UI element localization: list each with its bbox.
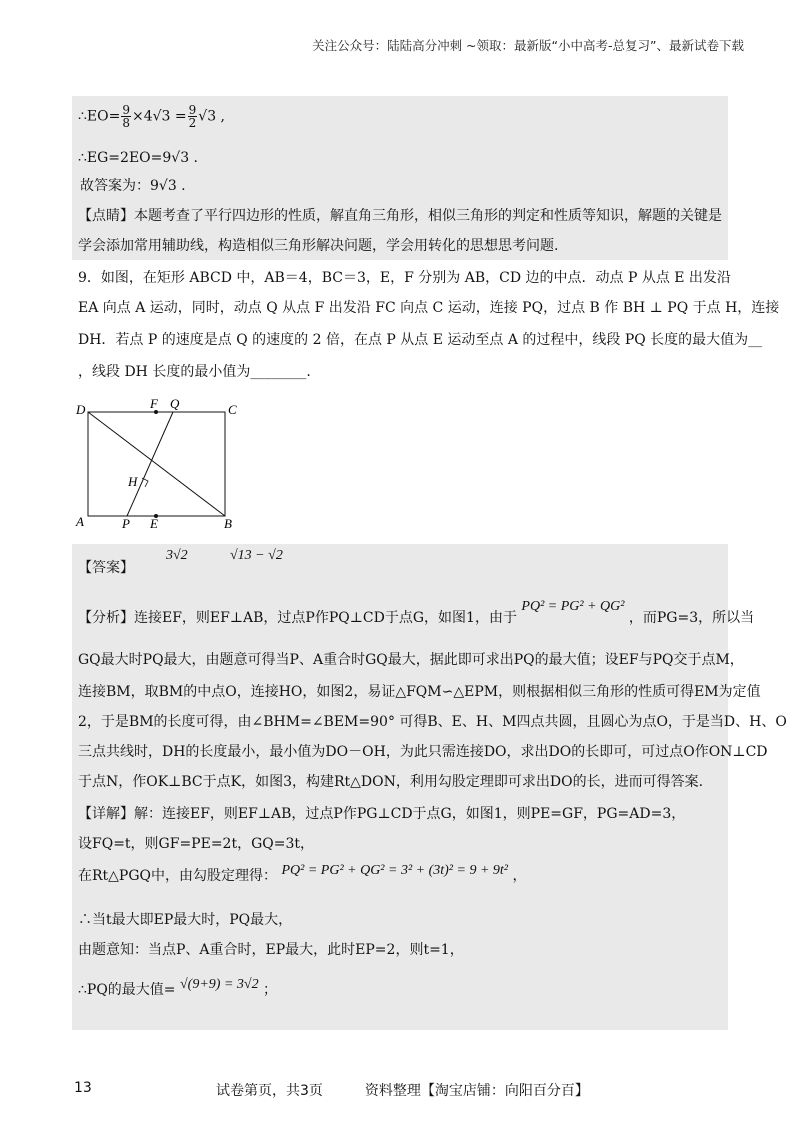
segment-pq — [127, 412, 173, 516]
label-b: B — [224, 516, 232, 531]
footer-text: 试卷第页，共3页 资料整理【淘宝店铺：向阳百分百】 — [216, 1083, 589, 1099]
label-h: H — [128, 474, 138, 489]
detail-line-2: 设FQ=t，则GF=PE=2t，GQ=3t， — [78, 836, 315, 852]
analysis-line-1: 【分析】连接EF，则EF⊥AB，过点P作PQ⊥CD于点G，如图1，由于 PQ² = PG² + QG² ，而PG=3，所以当 — [78, 599, 755, 626]
eo-line: ∴EO= $\frac{9}{8}$ ×4√3 = $\frac{9}{2}$ √3 , — [78, 103, 226, 130]
label-c: C — [228, 402, 237, 417]
analysis-line-3: 连接BM，取BM的中点O，连接HO，如图2，易证△FQM∽△EPM，则根据相似三角形的性质可得EM为定值 — [78, 684, 761, 700]
comment-line-2: 学会添加常用辅助线，构造相似三角形解决问题，学会用转化的思想思考问题. — [78, 238, 559, 254]
rectangle-figure — [70, 396, 250, 534]
question-line-2: EA 向点 A 运动，同时，动点 Q 从点 F 出发沿 FC 向点 C 运动，连接 PQ，过点 B 作 BH ⊥ PQ 于点 H，连接 — [78, 300, 780, 316]
question-line-1: 9．如图，在矩形 ABCD 中，AB＝4，BC＝3，E，F 分别为 AB，CD 边的中点．动点 P 从点 E 出发沿 — [78, 270, 731, 286]
detail-line-1: 【详解】解：连接EF，则EF⊥AB，过点P作PG⊥CD于点G，如图1，则PE=GF，PG=AD=3， — [78, 806, 686, 822]
detail-line-5: 由题意知：当点P、A重合时，EP最大，此时EP=2，则t=1， — [78, 942, 464, 958]
page-header: 关注公众号：陆陆高分冲刺 ~领取：最新版“小中高考-总复习”、最新试卷下载 — [312, 38, 744, 53]
answer-value-1: 3√2 — [166, 548, 188, 563]
fraction-9-2: $\frac{9}{2}$ — [188, 103, 197, 130]
answer-label: 【答案】 — [78, 560, 134, 576]
answer-line: 故答案为：9√3 . — [80, 178, 186, 194]
label-d: D — [76, 402, 86, 417]
page-number: 13 — [74, 1080, 92, 1096]
label-p: P — [122, 516, 130, 531]
detail-line-3: 在Rt△PGQ中，由勾股定理得： PQ² = PG² + QG² = 3² + (3t)² = 9 + 9t² ， — [78, 863, 527, 884]
max-pq-formula: √(9+9) = 3√2 — [180, 977, 259, 992]
analysis-line-2: GQ最大时PQ最大，由题意可得当P、A重合时GQ最大，据此即可求出PQ的最大值；设EF与PQ交于点M， — [78, 652, 744, 668]
comment-line-1: 【点睛】本题考查了平行四边形的性质，解直角三角形，相似三角形的判定和性质等知识，解题的关键是 — [78, 208, 722, 224]
answer-value-2: √13 − √2 — [230, 548, 283, 563]
segment-db — [88, 412, 225, 516]
eg-line: ∴EG=2EO=9√3 . — [78, 150, 199, 166]
analysis-line-6: 于点N，作OK⊥BC于点K，如图3，构建Rt△DON，利用勾股定理即可求出DO的长，进而可得答案. — [78, 774, 704, 790]
fraction-9-8: $\frac{9}{8}$ — [122, 103, 130, 130]
label-f: F — [150, 396, 158, 411]
analysis-formula: PQ² = PG² + QG² — [521, 599, 625, 614]
label-q: Q — [170, 396, 180, 411]
analysis-line-4: 2，于是BM的长度可得，由∠BHM=∠BEM=90° 可得B、E、H、M四点共圆，且圆心为点O，于是当D、H、O — [78, 714, 787, 730]
label-a: A — [76, 514, 84, 529]
question-line-4: ，线段 DH 长度的最小值为________. — [78, 364, 311, 380]
detail-line-4: ∴当t最大即EP最大时，PQ最大， — [78, 912, 293, 928]
detail-line-6: ∴PQ的最大值= √(9+9) = 3√2 ； — [78, 977, 278, 998]
analysis-line-5: 三点共线时，DH的长度最小，最小值为DO－OH，为此只需连接DO，求出DO的长即可，可过点O作ON⊥CD — [78, 744, 768, 760]
pythagoras-formula: PQ² = PG² + QG² = 3² + (3t)² = 9 + 9t² — [281, 863, 508, 878]
question-line-3: DH．若点 P 的速度是点 Q 的速度的 2 倍，在点 P 从点 E 运动至点 A 的过程中，线段 PQ 长度的最大值为__ — [78, 332, 763, 348]
label-e: E — [150, 516, 158, 531]
